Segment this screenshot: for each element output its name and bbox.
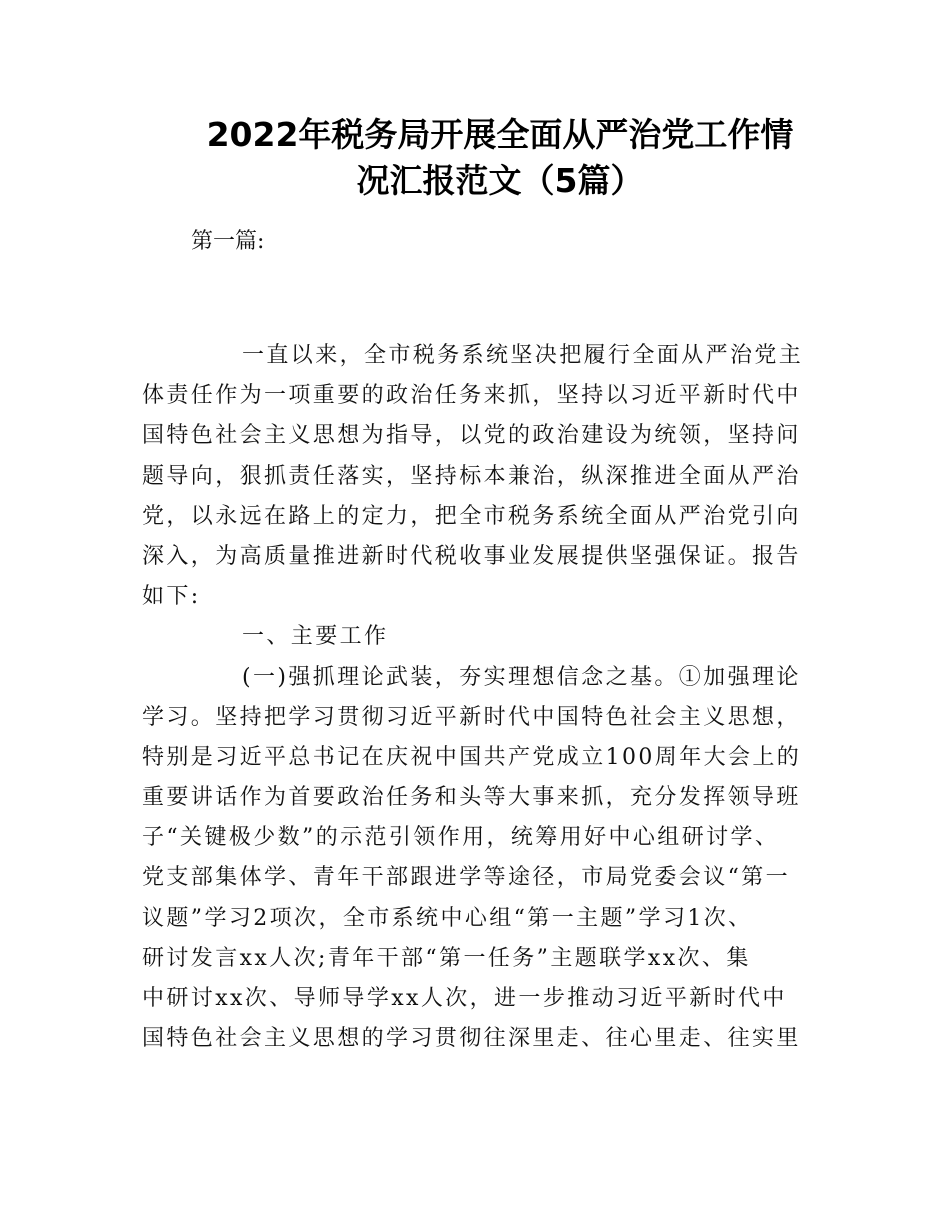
body-line: 题导向，狠抓责任落实，坚持标本兼治，纵深推进全面从严治 bbox=[142, 463, 801, 489]
body-line: 深入，为高质量推进新时代税收事业发展提供坚强保证。报告 bbox=[142, 543, 801, 569]
body-line: 党，以永远在路上的定力，把全市税务系统全面从严治党引向 bbox=[142, 503, 801, 529]
body-line: 特别是习近平总书记在庆祝中国共产党成立100周年大会上的 bbox=[142, 744, 802, 770]
section-label: 第一篇: bbox=[191, 229, 265, 254]
body-line: 议题”学习2项次，全市系统中心组“第一主题”学习1次、 bbox=[142, 905, 753, 931]
title-line-1: 2022年税务局开展全面从严治党工作情 bbox=[206, 115, 794, 154]
document-body bbox=[142, 336, 810, 1059]
body-line: 体责任作为一项重要的政治任务来抓，坚持以习近平新时代中 bbox=[142, 383, 801, 409]
body-line: 子“关键极少数”的示范引领作用，统筹用好中心组研讨学、 bbox=[142, 825, 780, 851]
body-line: 党支部集体学、青年干部跟进学等途径，市局党委会议“第一 bbox=[142, 865, 791, 891]
body-line: 重要讲话作为首要政治任务和头等大事来抓，充分发挥领导班 bbox=[142, 785, 801, 811]
body-line: (一)强抓理论武装，夯实理想信念之基。①加强理论 bbox=[242, 664, 801, 690]
body-line: 中研讨xx次、导师导学xx人次，进一步推动习近平新时代中 bbox=[142, 986, 787, 1011]
heading-main-work: 一、主要工作 bbox=[242, 624, 389, 650]
body-line: 学习。坚持把学习贯彻习近平新时代中国特色社会主义思想， bbox=[142, 704, 801, 730]
body-line: 如下: bbox=[142, 584, 201, 610]
body-line: 国特色社会主义思想为指导，以党的政治建设为统领，坚持问 bbox=[142, 423, 801, 449]
body-line: 国特色社会主义思想的学习贯彻往深里走、往心里走、往实里 bbox=[142, 1026, 801, 1052]
body-line: 研讨发言xx人次;青年干部“第一任务”主题联学xx次、集 bbox=[142, 945, 751, 971]
body-line: 一直以来，全市税务系统坚决把履行全面从严治党主 bbox=[242, 343, 804, 368]
title-line-2: 况汇报范文（5篇） bbox=[356, 161, 644, 200]
document-title bbox=[140, 112, 860, 204]
